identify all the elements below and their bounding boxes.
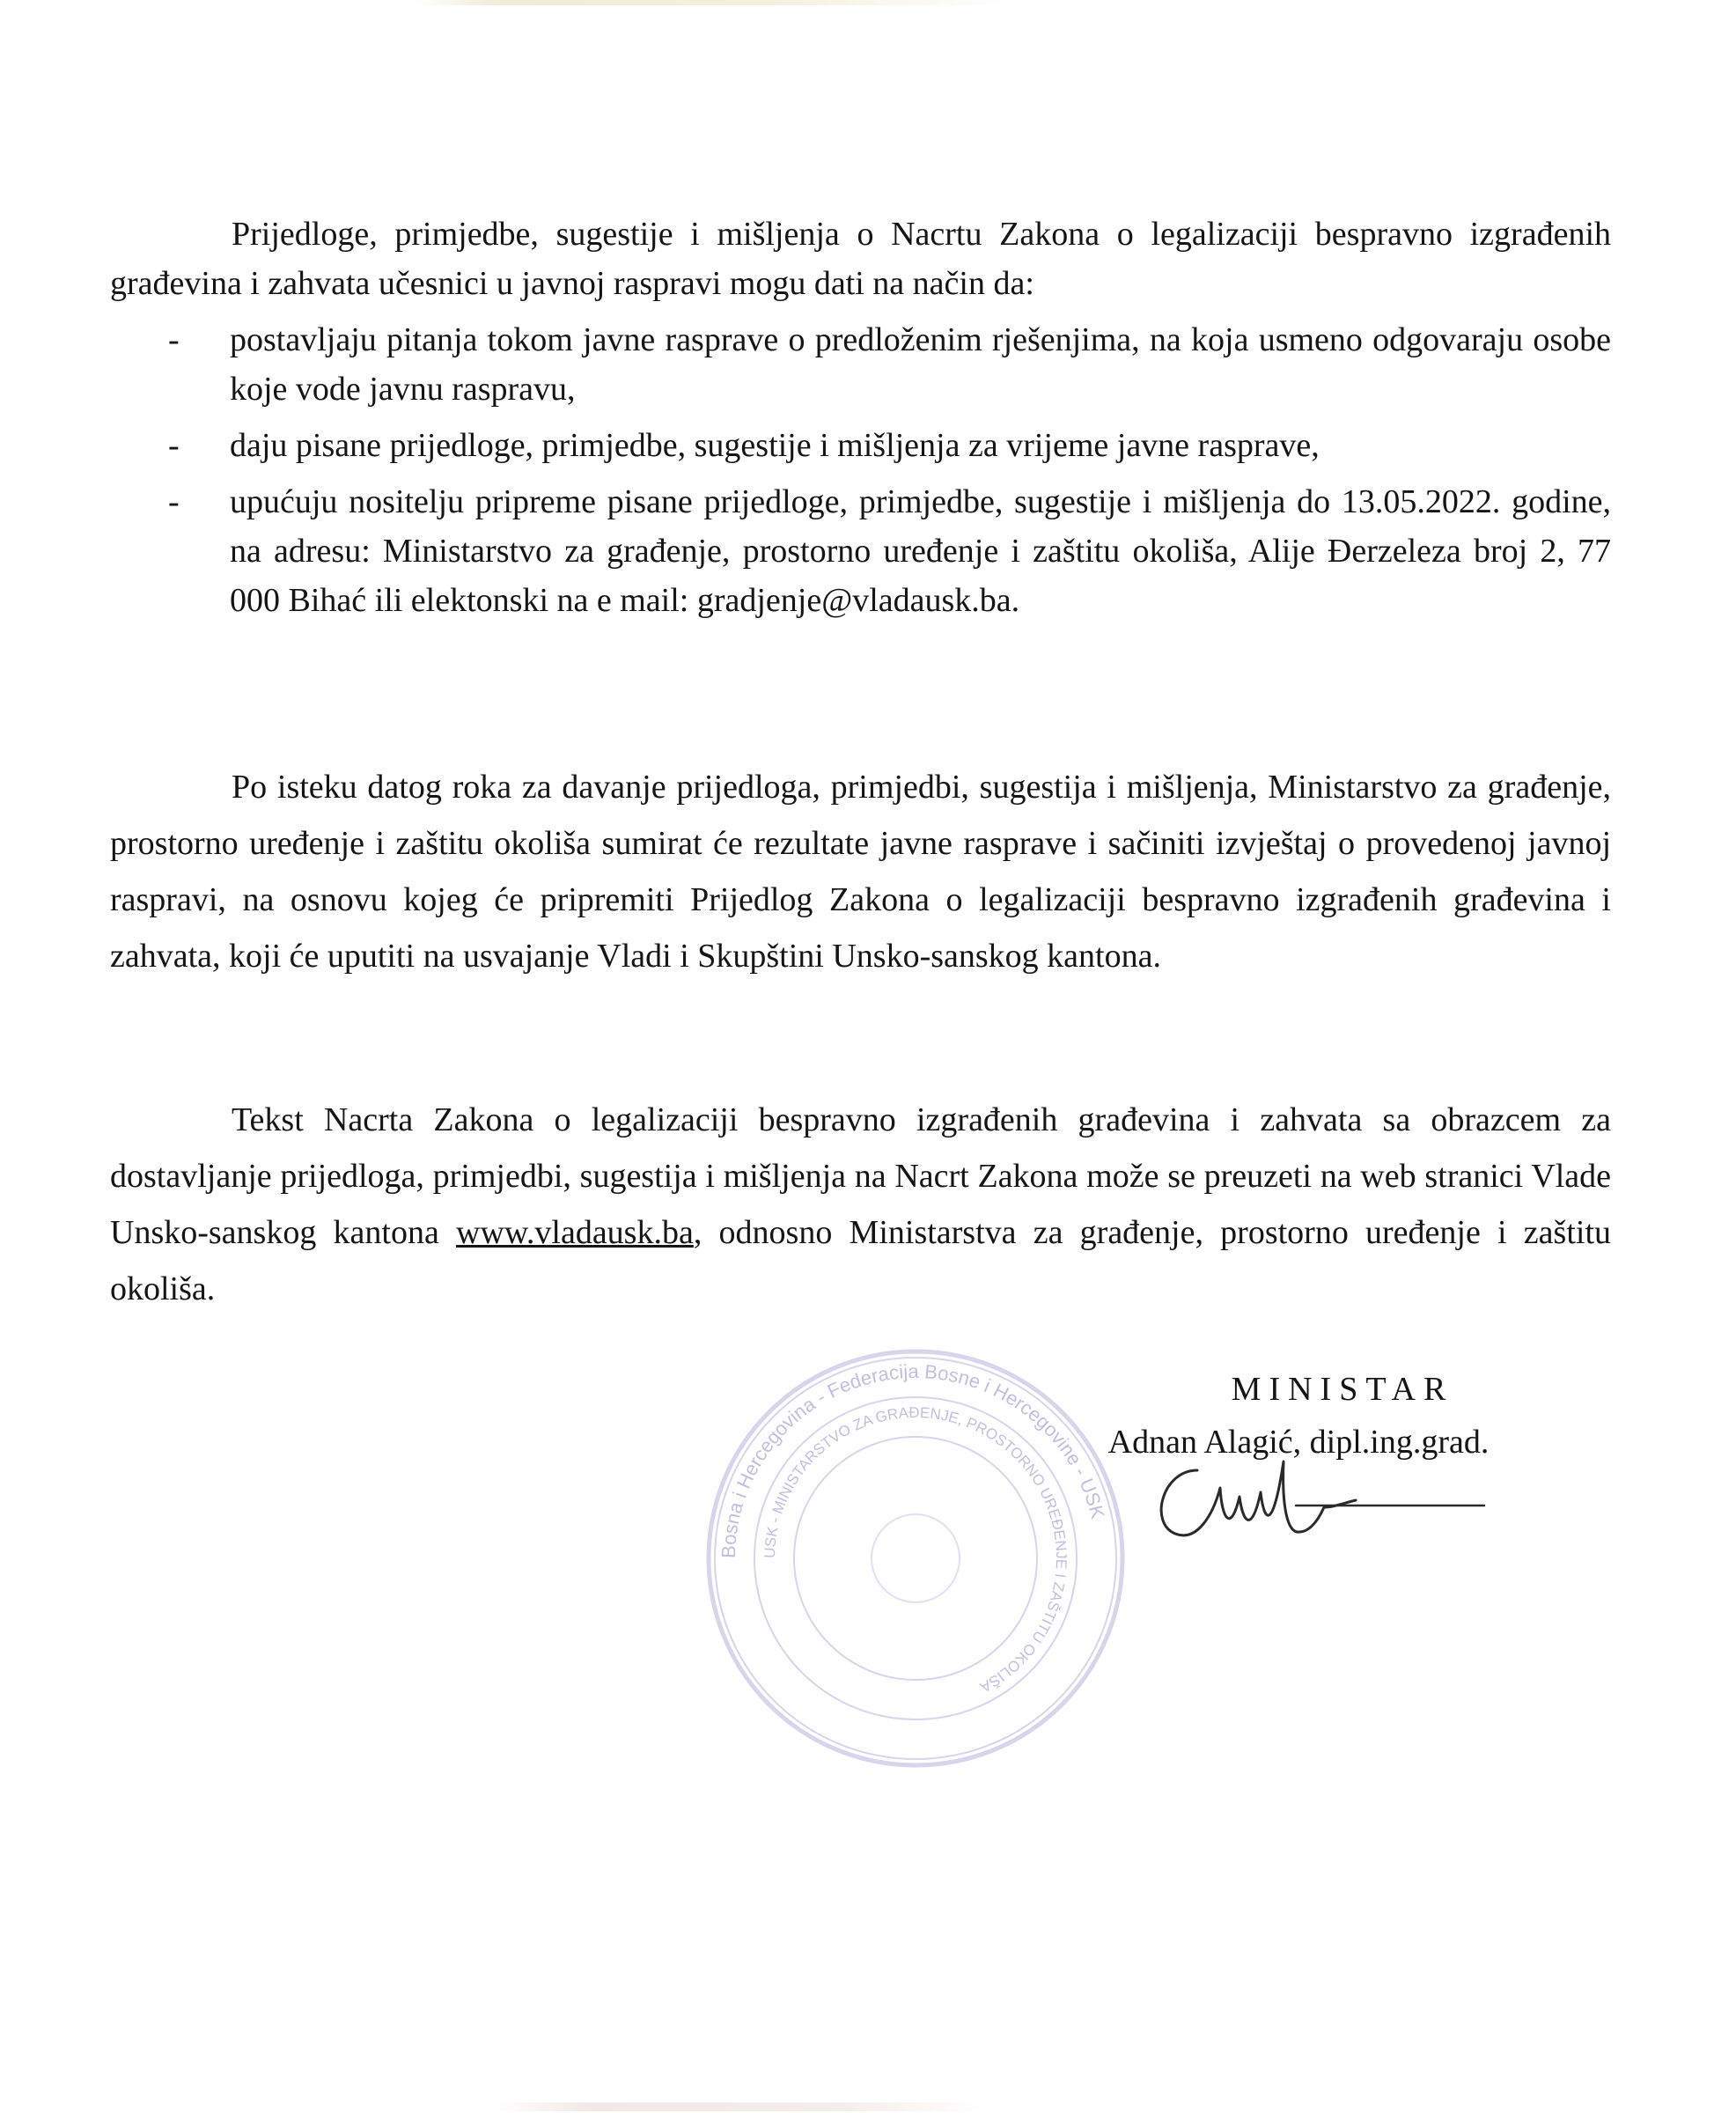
list-item — [110, 315, 1611, 414]
intro-section — [110, 210, 1611, 632]
signatory-name: Adnan Alagić, dipl.ing.grad. — [1107, 1424, 1490, 1461]
bullet-marker: - — [168, 321, 180, 358]
stamp-outer-text: Bosna i Hercegovina - Federacija Bosne i Hercegovine - USK — [717, 1359, 1109, 1559]
results-section — [110, 759, 1611, 984]
website-link[interactable]: www.vladausk.ba — [456, 1214, 694, 1251]
scan-artifact-top — [414, 0, 1012, 5]
list-item — [110, 477, 1611, 625]
results-paragraph: Po isteku datog roka za davanje prijedloga, primjedbi, sugestija i mišljenja, Ministarstvo za građenje, prostorno uređenje i zaštitu okoliša sumirat će rezultate javne rasprave i sačiniti izvještaj o provedenoj javnoj raspravi, na osnovu kojeg će pripremiti Prijedlog Zakona o legalizaciji bespravno izgrađenih građevina i zahvata, koji će uputiti na usvajanje Vladi i Skupštini Unsko-sanskog kantona. — [110, 769, 1611, 975]
stamp-inner-text: USK - MINISTARSTVO ZA GRAĐENJE, PROSTORNO UREĐENJE I ZAŠTITU OKOLIŠA — [761, 1403, 1070, 1697]
list-item-text: daju pisane prijedloge, primjedbe, sugestije i mišljenja za vrijeme javne rasprave, — [230, 427, 1320, 464]
download-section — [110, 1092, 1611, 1317]
list-item — [110, 421, 1611, 470]
bullet-marker: - — [168, 427, 180, 464]
list-item-text: upućuju nositelju pripreme pisane prijedloge, primjedbe, sugestije i mišljenja do 13.05.2022. godine, na adresu: Ministarstvo za građenje, prostorno uređenje i zaštitu okoliša, Alije Đerzeleza broj 2, 77 000 Bihać ili elektonski na e mail: gradjenje@vladausk.ba. — [230, 483, 1611, 619]
download-paragraph — [110, 1092, 1611, 1317]
scan-artifact-bottom — [493, 2102, 986, 2111]
handwritten-signature — [1136, 1435, 1514, 1558]
download-text-start: Tekst Nacrta Zakona o legalizaciji bespravno izgrađenih građevina i zahvata sa obrazcem za dostavljanje prijedloga, primjedbi, sugestija i mišljenja na Nacrt Zakona može se preuzeti na web stranici Vlade Unsko-sanskog kantona — [110, 1101, 1611, 1251]
signatory-title: MINISTAR — [1231, 1371, 1454, 1408]
bullet-marker: - — [168, 483, 180, 520]
download-text-end: , odnosno Ministarstva za građenje, prostorno uređenje i zaštitu okoliša. — [110, 1214, 1611, 1307]
list-item-text: postavljaju pitanja tokom javne rasprave o predloženim rješenjima, na koja usmeno odgovaraju osobe koje vode javnu raspravu, — [230, 321, 1611, 408]
participation-list — [110, 315, 1611, 625]
intro-paragraph: Prijedloge, primjedbe, sugestije i mišljenja o Nacrtu Zakona o legalizaciji bespravno izgrađenih građevina i zahvata učesnici u javnoj raspravi mogu dati na način da: — [110, 216, 1611, 302]
